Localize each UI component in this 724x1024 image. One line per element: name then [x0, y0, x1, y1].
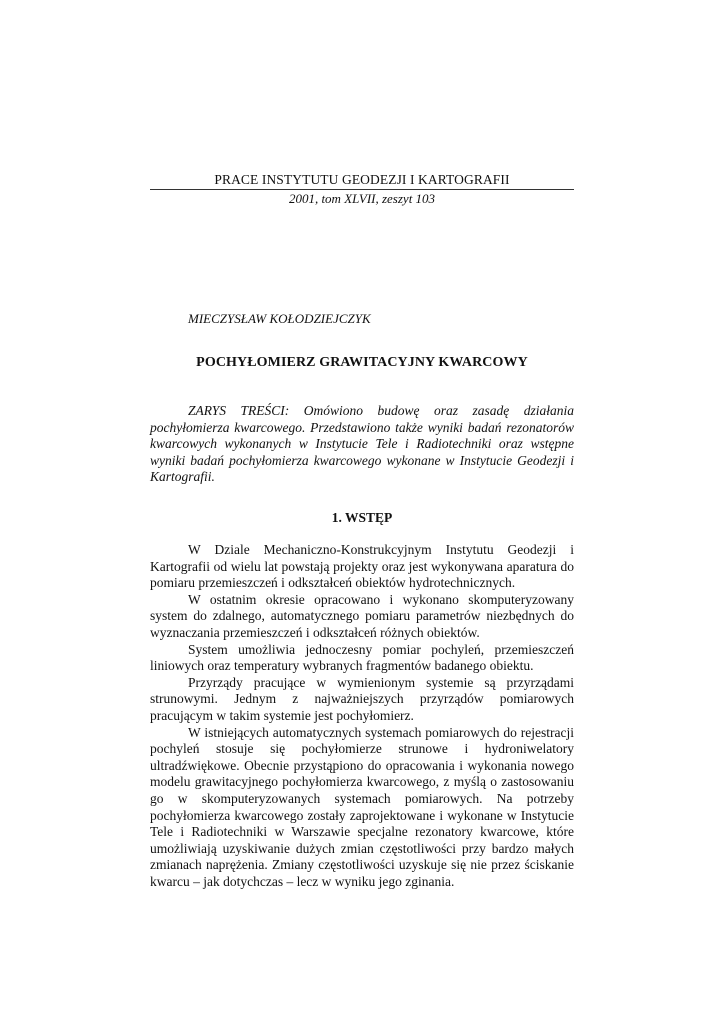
paragraph: System umożliwia jednoczesny pomiar pochyleń, przemieszczeń liniowych oraz temperatury wybranych fragmentów badanego obiektu.	[150, 641, 574, 674]
running-header	[150, 172, 574, 207]
section-heading: 1. WSTĘP	[331, 510, 393, 525]
paragraph: W istniejących automatycznych systemach pomiarowych do rejestracji pochyleń stosuje się pochyłomierze strunowe i hydroniwelatory ultradźwiękowe. Obecnie przystąpiono do opracowania i wykonania nowego modelu grawitacyjnego pochyłomierza kwarcowego, z myślą o zastosowaniu go w skomputeryzowanych systemach pomiarowych. Na potrzeby pochyłomierza kwarcowego zostały zaprojektowane i wykonane w Instytucie Tele i Radiotechniki w Warszawie specjalne rezonatory kwarcowe, które umożliwiają uzyskiwanie dużych zmian częstotliwości przy bardzo małych zmianach naprężenia. Zmiany częstotliwości uzyskuje się nie przez ściskanie kwarcu – jak dotychczas – lecz w wyniku jego zginania.	[150, 724, 574, 889]
paragraph: Przyrządy pracujące w wymienionym systemie są przyrządami strunowymi. Jednym z najważniejszych przyrządów pomiarowych pracującym w takim systemie jest pochyłomierz.	[150, 674, 574, 723]
section-body	[150, 542, 574, 890]
abstract-label: ZARYS TREŚCI:	[188, 403, 290, 418]
abstract	[150, 403, 574, 486]
abstract-text: Omówiono budowę oraz zasadę działania pochyłomierza kwarcowego. Przedstawiono także wyniki badań rezonatorów kwarcowych wykonanych w Instytucie Tele i Radiotechniki oraz wstępne wyniki badań pochyłomierza kwarcowego wykonane w Instytucie Geodezji i Kartografii.	[150, 403, 575, 485]
paragraph: W Dziale Mechaniczno-Konstrukcyjnym Instytutu Geodezji i Kartografii od wielu lat powstają projekty oraz jest wykonywana aparatura do pomiaru przemieszczeń i odkształceń obiektów hydrotechnicznych.	[150, 542, 574, 591]
volume-info: 2001, tom XLVII, zeszyt 103	[288, 191, 436, 206]
paper-title: POCHYŁOMIERZ GRAWITACYJNY KWARCOWY	[196, 355, 528, 370]
author-name: MIECZYSŁAW KOŁODZIEJCZYK	[188, 311, 371, 326]
journal-name: PRACE INSTYTUTU GEODEZJI I KARTOGRAFII	[150, 172, 574, 190]
paragraph: W ostatnim okresie opracowano i wykonano skomputeryzowany system do zdalnego, automatycznego pomiaru parametrów niezbędnych do wyznaczania przemieszczeń i odkształceń różnych obiektów.	[150, 591, 574, 640]
